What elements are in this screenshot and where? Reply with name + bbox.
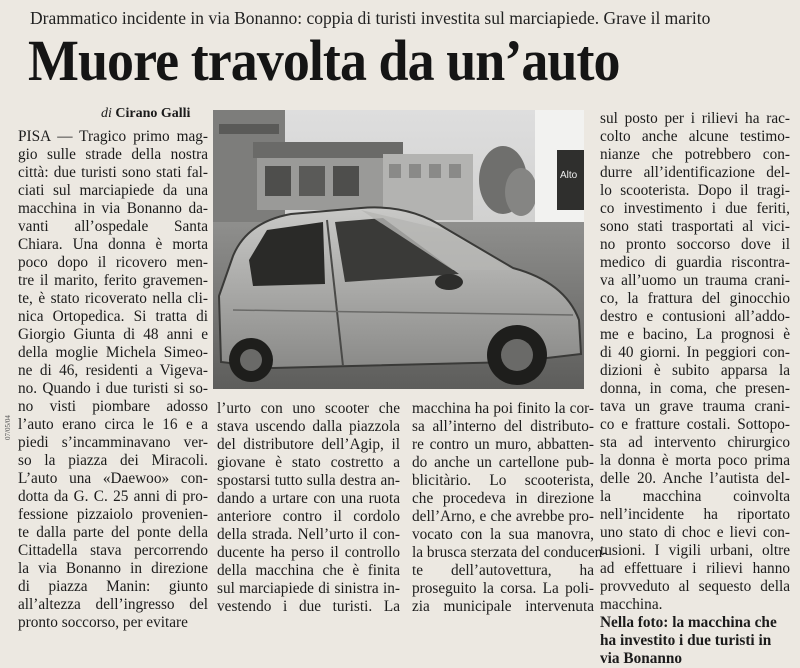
- news-photo: [213, 110, 584, 389]
- text-line: la donna è morta poco prima: [600, 452, 790, 469]
- text-line: ne di 46, residenti a Vigeva-: [18, 362, 208, 379]
- byline-author: Cirano Galli: [115, 106, 191, 121]
- margin-note: 07/05/04: [4, 415, 12, 440]
- text-line: macchina in via Bonanno da-: [18, 200, 208, 217]
- text-line: del distributore dell’Agip, il: [217, 436, 400, 453]
- text-line: ducente ha perso il controllo: [217, 544, 400, 561]
- text-line: nianze che potrebbero con-: [600, 146, 790, 163]
- text-line: medico di guardia riscontra-: [600, 254, 790, 271]
- text-line: nell’incidente ha riportato: [600, 506, 790, 523]
- text-line: do anche un cartellone pub-: [412, 454, 594, 471]
- text-line: tava un grave trauma crani-: [600, 398, 790, 415]
- text-line: vestendo i due turisti. La: [217, 598, 400, 615]
- text-line: dotta da G. C. 25 anni di pro-: [18, 488, 208, 505]
- text-line: sta ad intervento chirurgico: [600, 434, 790, 451]
- crashed-car-photo: [213, 110, 584, 389]
- text-line: Chiara. Una donna è morta: [18, 236, 208, 253]
- text-line: vocato con la sua manovra,: [412, 526, 594, 543]
- text-line: te, è stato ricoverato nella cli-: [18, 290, 208, 307]
- photo-caption-line: via Bonanno: [600, 650, 683, 667]
- text-line: vanti all’ospedale Santa: [18, 218, 208, 235]
- text-line: so la piazza dei Miracoli.: [18, 452, 208, 469]
- text-line: della moglie Michela Simeo-: [18, 344, 208, 361]
- kicker: Drammatico incidente in via Bonanno: coppia di turisti investita sul marciapiede. Grave il marito: [30, 8, 711, 28]
- sign-text-right: Alto: [560, 170, 578, 181]
- text-line: PISA — Tragico primo mag-: [18, 128, 208, 145]
- text-line: dell’Arno, e che avrebbe pro-: [412, 508, 594, 525]
- headline: Muore travolta da un’auto: [28, 28, 620, 93]
- text-line: blicitàrio. Lo scooterista,: [412, 472, 594, 489]
- text-line: no visti piombare adosso: [18, 398, 208, 415]
- text-line: poco dopo il ricovero men-: [18, 254, 208, 271]
- text-line: dizioni è subito apparsa la: [600, 362, 790, 379]
- text-line: che procedeva in direzione: [412, 490, 594, 507]
- text-line: la macchina coinvolta: [600, 488, 790, 505]
- text-line: tusioni. I vigili urbani, oltre: [600, 542, 790, 559]
- text-line: durre all’identificazione del-: [600, 164, 790, 181]
- text-line: gio sulle strade della nostra: [18, 146, 208, 163]
- text-line: pronto soccorso, per evitare: [18, 614, 188, 631]
- text-line: ciati sul marciapiede da una: [18, 182, 208, 199]
- text-line: Giorgio Giunta di 48 anni e: [18, 326, 208, 343]
- text-line: della macchina che è finita: [217, 562, 400, 579]
- text-line: va all’uomo un trauma crani-: [600, 272, 790, 289]
- text-line: co, la frattura del ginocchio: [600, 290, 790, 307]
- article-column-1: [18, 128, 208, 632]
- text-line: zia municipale intervenuta: [412, 598, 594, 615]
- photo-caption-line: ha investito i due turisti in: [600, 632, 772, 649]
- text-line: uno stato di choc e lievi con-: [600, 524, 790, 541]
- text-line: sul marciapiede di sinistra in-: [217, 580, 400, 597]
- text-line: piedi s’incamminavano ver-: [18, 434, 208, 451]
- text-line: no. Quando i due turisti si so-: [18, 380, 208, 397]
- byline: [101, 105, 190, 123]
- text-line: l’auto erano circa le 16 e a: [18, 416, 208, 433]
- text-line: re contro un muro, abbatten-: [412, 436, 594, 453]
- text-line: ad effettuare i rilievi hanno: [600, 560, 790, 577]
- text-line: anteriore contro il cordolo: [217, 508, 400, 525]
- text-line: sa all’interno del distributo-: [412, 418, 594, 435]
- article-column-2: [217, 400, 400, 616]
- text-line: delle 20. Anche l’autista del-: [600, 470, 790, 487]
- photo-caption-line: Nella foto: la macchina che: [600, 614, 777, 631]
- text-line: me e bacino, La prognosi è: [600, 326, 790, 343]
- text-line: stava uscendo dalla piazzola: [217, 418, 400, 435]
- text-line: donna, in coma, che presen-: [600, 380, 790, 397]
- text-line: sul posto per i rilievi ha rac-: [600, 110, 790, 127]
- text-line: co investimento i due feriti,: [600, 200, 790, 217]
- byline-prefix: di: [101, 106, 112, 121]
- text-line: Cittadella stava percorrendo: [18, 542, 208, 559]
- text-line: provveduto al sequesto della: [600, 578, 790, 595]
- text-line: colto anche alcune testimo-: [600, 128, 790, 145]
- text-line: destro e contusioni all’addo-: [600, 308, 790, 325]
- text-line: della strada. Nell’urto il con-: [217, 526, 400, 543]
- text-line: spostarsi tutto sulla destra an-: [217, 472, 400, 489]
- text-line: di 40 giorni. In peggiori con-: [600, 344, 790, 361]
- text-line: proseguito la corsa. La poli-: [412, 580, 594, 597]
- article-column-3: [412, 400, 608, 616]
- text-line: tre il marito, ferito gravemen-: [18, 272, 208, 289]
- text-line: giovane è stato costretto a: [217, 454, 400, 471]
- text-line: sono stati trasportati al vici-: [600, 218, 790, 235]
- text-line: lo scooterista. Dopo il tragi-: [600, 182, 790, 199]
- text-line: la brusca sterzata del conducen-: [412, 544, 608, 561]
- article-column-4: [600, 110, 790, 668]
- text-line: dando a urtare con una ruota: [217, 490, 400, 507]
- text-line: l’urto con uno scooter che: [217, 400, 400, 417]
- text-line: L’auto una «Daewoo» con-: [18, 470, 208, 487]
- text-line: no pronto soccorso dove il: [600, 236, 790, 253]
- text-line: fessione pizzaiolo provenien-: [18, 506, 208, 523]
- text-line: te dell’autovettura, ha: [412, 562, 594, 579]
- text-line: città: due turisti sono stati fal-: [18, 164, 208, 181]
- text-line: te dalla parte del ponte della: [18, 524, 208, 541]
- text-line: la via Bonanno in direzione: [18, 560, 208, 577]
- text-line: macchina ha poi finito la cor-: [412, 400, 594, 417]
- text-line: nica Ortopedica. Si tratta di: [18, 308, 208, 325]
- text-line: macchina.: [600, 596, 663, 613]
- text-line: di piazza Manin: giunto: [18, 578, 208, 595]
- text-line: co e fratture costali. Sottopo-: [600, 416, 790, 433]
- text-line: all’altezza dell’ingresso del: [18, 596, 208, 613]
